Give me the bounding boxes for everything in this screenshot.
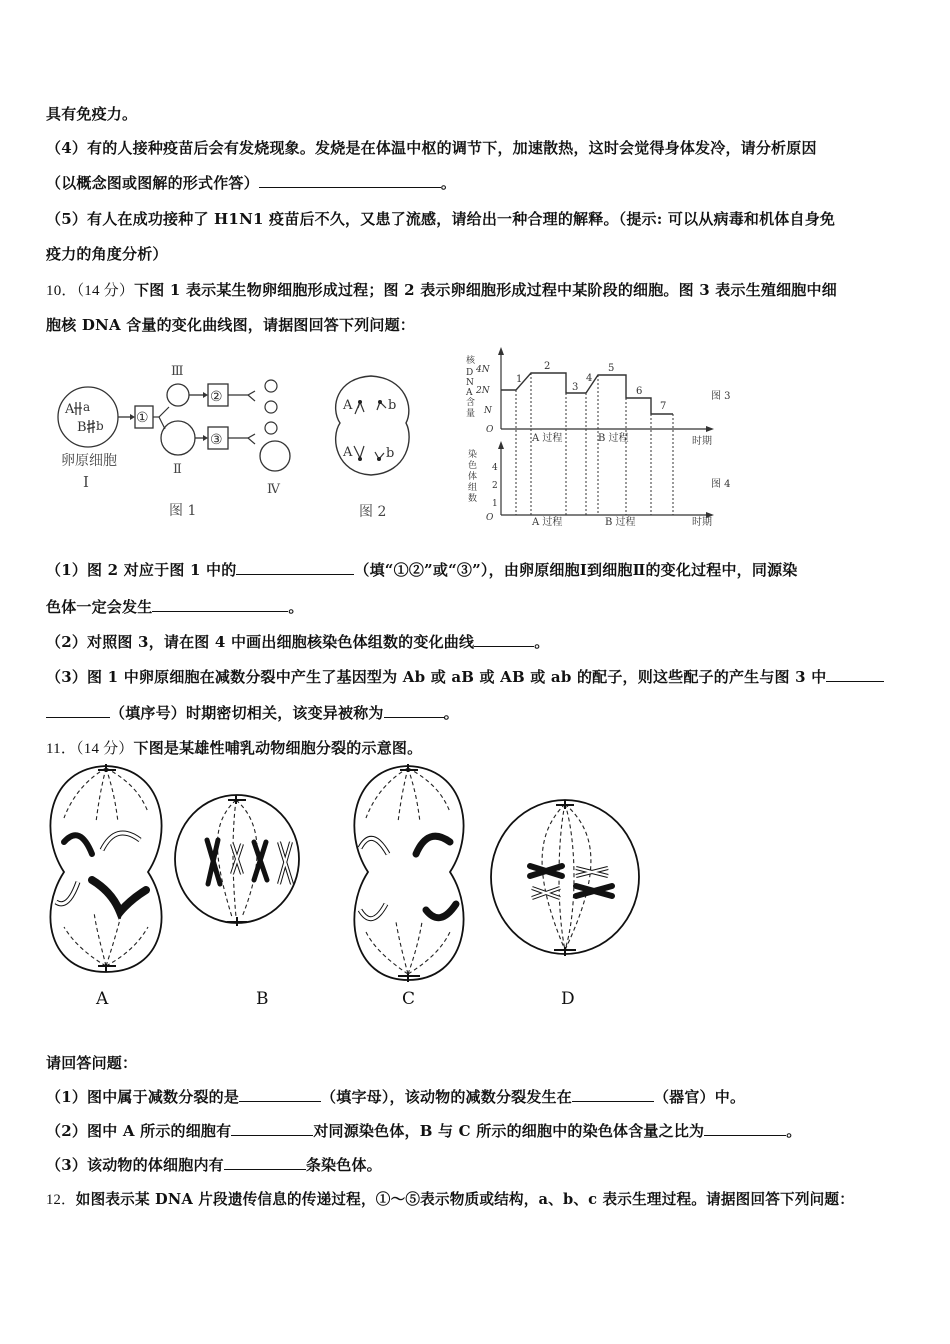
answer-blank[interactable]: [231, 1120, 313, 1136]
q10-sub3-line1: [46, 666, 884, 687]
segment-label: 3: [572, 382, 579, 393]
cell-A-outline: [50, 766, 161, 972]
text: 请回答问题：: [46, 1054, 138, 1072]
figure-4-caption: 图 4: [711, 479, 731, 490]
y-tick-2: 2: [492, 481, 498, 491]
text: （填字母），该动物的减数分裂发生在: [321, 1088, 572, 1106]
gene-A: A: [65, 402, 75, 417]
text: 。: [443, 704, 459, 722]
q10-sub1-line2: [46, 596, 304, 617]
step-3-label: ③: [210, 432, 223, 448]
question-number: 12．: [46, 1192, 76, 1208]
text: 胞核 DNA 含量的变化曲线图，请据图回答下列问题：: [46, 316, 416, 334]
process-A-label: A 过程: [532, 517, 563, 528]
q10-intro-line2: [46, 314, 415, 335]
cell-II-numeral: Ⅱ: [173, 462, 182, 477]
figure-3-caption: 图 3: [711, 391, 731, 402]
y-axis-title: 染色体组数: [468, 450, 478, 504]
cell-label-A: A: [96, 989, 109, 1009]
q11-sub2: [46, 1120, 801, 1141]
figure-2-dividing-cell: [326, 368, 426, 523]
segment-label: 6: [636, 386, 643, 397]
y-tick-N: N: [484, 406, 492, 416]
text: （1）图 2 对应于图 1 中的: [46, 561, 237, 579]
q12-intro: [46, 1188, 854, 1209]
text: （器官）中。: [653, 1088, 746, 1106]
answer-blank[interactable]: [704, 1120, 786, 1136]
y-tick-O: O: [486, 513, 494, 523]
cell-IV-numeral: Ⅳ: [267, 482, 280, 497]
answer-blank[interactable]: [572, 1086, 654, 1102]
q11-sub1: [46, 1086, 745, 1107]
y-tick-2N: 2N: [476, 386, 490, 396]
answer-blank[interactable]: [239, 1086, 321, 1102]
segment-label: 2: [544, 361, 551, 372]
text: （2）对照图 3，请在图 4 中画出细胞核染色体组数的变化曲线: [46, 633, 475, 651]
step-1-label: ①: [136, 410, 149, 426]
q10-intro-line1: [46, 279, 837, 300]
cell-I-numeral: Ⅰ: [83, 473, 89, 491]
text: 疫力的角度分析）: [46, 245, 168, 263]
text: 。: [288, 598, 304, 616]
q10-sub1-line1: [46, 559, 797, 580]
answer-blank[interactable]: [46, 702, 110, 718]
q11-prompt: [46, 1052, 137, 1073]
q11-intro: [46, 737, 422, 758]
text: （以概念图或图解的形式作答）: [46, 174, 259, 192]
y-tick-4: 4: [492, 463, 498, 473]
text: 色体一定会发生: [46, 598, 153, 616]
y-tick-O: O: [486, 425, 494, 435]
cell-C-outline: [354, 766, 463, 980]
figure-cell-division-abcd: [42, 762, 652, 1012]
text: （3）该动物的体细胞内有: [46, 1156, 224, 1174]
text: 条染色体。: [305, 1156, 382, 1174]
x-axis-title: 时期: [692, 436, 712, 447]
cell-label-C: C: [402, 989, 416, 1009]
allele-label: b: [386, 446, 395, 461]
question-number: 11．（14 分）: [46, 741, 134, 757]
gene-a: a: [83, 400, 91, 414]
q11-sub3: [46, 1154, 382, 1175]
q9-text-line: [46, 103, 137, 124]
answer-blank[interactable]: [826, 666, 884, 682]
text: 对同源染色体，B 与 C 所示的细胞中的染色体含量之比为: [313, 1122, 705, 1140]
text: （2）图中 A 所示的细胞有: [46, 1122, 232, 1140]
figure-1-oogenesis-diagram: [55, 355, 305, 525]
figure-3-4-charts: [460, 345, 745, 530]
answer-blank[interactable]: [259, 172, 441, 188]
q10-sub2: [46, 631, 549, 652]
text: （填序号）时期密切相关，该变异被称为: [110, 704, 384, 722]
x-axis-title: 时期: [692, 517, 712, 528]
answer-blank[interactable]: [474, 631, 534, 647]
text: 具有免疫力。: [46, 105, 138, 123]
q9-sub4-line1: [46, 137, 817, 158]
figure-2-caption: 图 2: [359, 504, 387, 520]
text: （填“①②”或“③”），由卵原细胞Ⅰ到细胞Ⅱ的变化过程中，同源染: [354, 561, 798, 579]
figure-1-caption: 图 1: [169, 503, 197, 519]
answer-blank[interactable]: [236, 559, 354, 575]
q9-sub5-line1: [46, 208, 835, 229]
text: 下图是某雄性哺乳动物细胞分裂的示意图。: [133, 739, 423, 757]
process-B-label: B 过程: [598, 433, 629, 444]
text: （5）有人在成功接种了 H1N1 疫苗后不久，又患了流感，请给出一种合理的解释。（提示: 可以从病毒和机体自身免: [46, 210, 836, 228]
cell-label-D: D: [561, 989, 575, 1009]
text: 。: [534, 633, 550, 651]
y-axis-title: 核 D N A 含量: [466, 356, 476, 419]
text: 。: [440, 174, 457, 192]
text: （4）有的人接种疫苗后会有发烧现象。发烧是在体温中枢的调节下，加速散热，这时会觉得身体发冷，请分析原因: [46, 139, 817, 157]
process-A-label: A 过程: [532, 433, 563, 444]
gene-b: b: [96, 419, 104, 433]
cell-I-label: 卵原细胞: [61, 453, 117, 469]
segment-label: 7: [660, 401, 667, 412]
answer-blank[interactable]: [224, 1154, 306, 1170]
allele-label: b: [388, 398, 397, 413]
q10-sub3-line2: [46, 702, 459, 723]
process-B-label: B 过程: [605, 517, 636, 528]
answer-blank[interactable]: [152, 596, 288, 612]
cell-D-outline: [491, 800, 639, 954]
cell-III-numeral: Ⅲ: [171, 364, 184, 379]
text: 如图表示某 DNA 片段遗传信息的传递过程，①～⑤表示物质或结构，a、b、c 表示生理过程。请据图回答下列问题：: [75, 1191, 855, 1208]
text: 下图 1 表示某生物卵细胞形成过程；图 2 表示卵细胞形成过程中某阶段的细胞。图 3 表示生殖细胞中细: [134, 281, 837, 299]
question-number: 10．（14 分）: [46, 283, 135, 299]
answer-blank[interactable]: [384, 702, 444, 718]
q9-sub5-line2: [46, 243, 168, 264]
allele-label: A: [343, 445, 353, 460]
segment-label: 5: [608, 363, 615, 374]
segment-label: 1: [516, 374, 523, 385]
y-tick-1: 1: [492, 499, 498, 509]
text: （3）图 1 中卵原细胞在减数分裂中产生了基因型为 Ab 或 aB 或 AB 或 ab 的配子，则这些配子的产生与图 3 中: [46, 668, 827, 686]
step-2-label: ②: [210, 389, 223, 405]
q9-sub4-line2: [46, 172, 456, 193]
gene-B: B: [77, 420, 87, 435]
y-tick-4N: 4N: [476, 365, 490, 375]
text: （1）图中属于减数分裂的是: [46, 1088, 240, 1106]
cell-label-B: B: [256, 989, 269, 1009]
allele-label: A: [343, 398, 353, 413]
segment-label: 4: [586, 373, 593, 384]
text: 。: [786, 1122, 802, 1140]
